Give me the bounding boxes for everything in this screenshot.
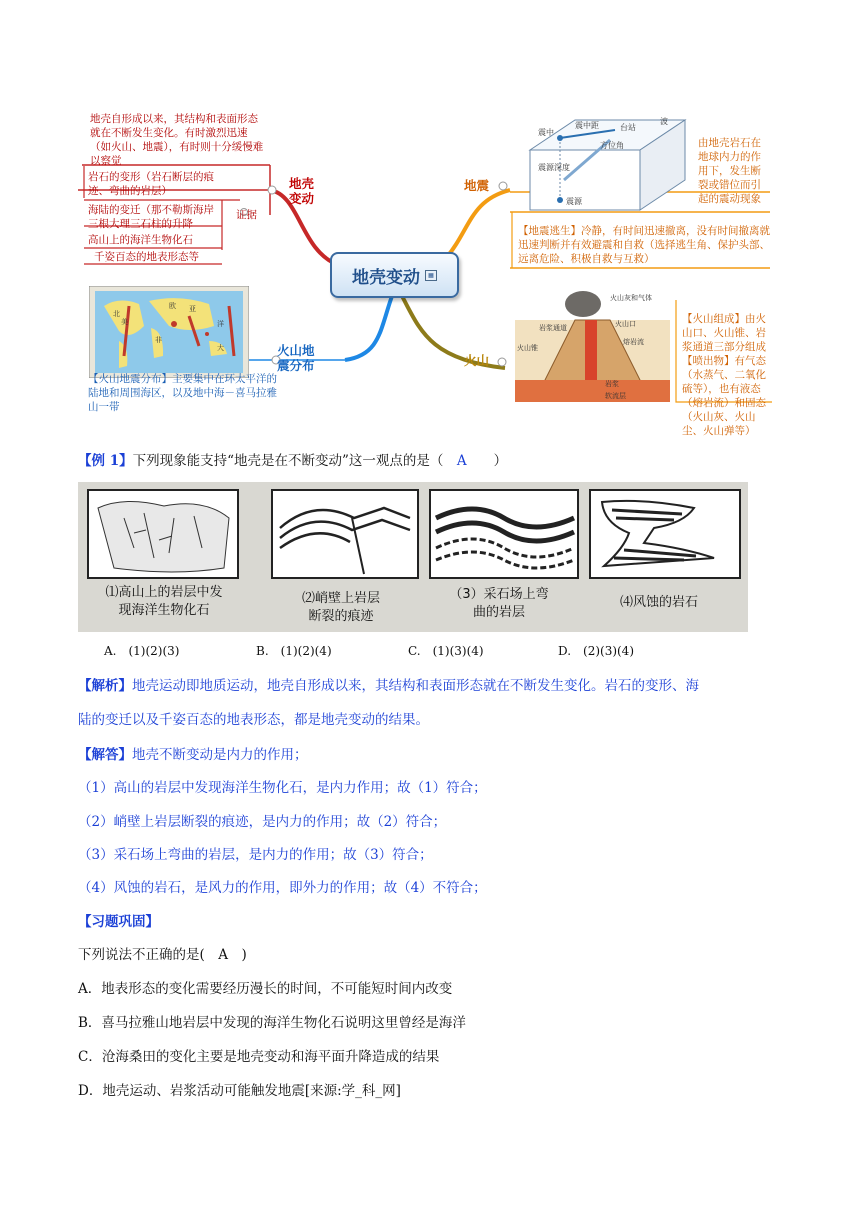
expand-icon: ▦ xyxy=(425,270,437,281)
volcano-diagram xyxy=(515,290,670,402)
solution-item: （2）峭壁上岩层断裂的痕迹，是内力的作用；故（2）符合； xyxy=(78,814,447,830)
practice-option-d: D．地壳运动、岩浆活动可能触发地震[来源:学_科_网] xyxy=(78,1083,401,1099)
svg-text:美: 美 xyxy=(121,318,128,326)
branch-volcano-label: 火山 xyxy=(464,353,490,368)
solution-intro: 【解答】地壳不断变动是内力的作用； xyxy=(78,747,308,763)
world-map xyxy=(89,286,249,378)
svg-text:非: 非 xyxy=(155,336,162,344)
example-option-d: D. (2)(3)(4) xyxy=(558,644,635,658)
svg-text:方位角: 方位角 xyxy=(600,141,624,150)
example-option-c: C. (1)(3)(4) xyxy=(408,644,484,658)
evidence-item: 岩石的变形（岩石断层的痕迹、弯曲的岩层） xyxy=(88,171,214,197)
svg-text:震中: 震中 xyxy=(538,128,554,137)
svg-text:熔岩流: 熔岩流 xyxy=(623,338,644,346)
example-pictures xyxy=(78,482,748,632)
svg-text:洋: 洋 xyxy=(217,320,224,328)
picture-caption-3: （3）采石场上弯 曲的岩层 xyxy=(449,587,549,620)
quake-escape: 【地震逃生】冷静，有时间迅速撤离，没有时间撤离就迅速判断并有效避震和自救（选择逃生角、保护头部、远离危险、积极自救与互救） xyxy=(518,225,770,265)
svg-text:软流层: 软流层 xyxy=(605,392,626,400)
crust-last-item: 千姿百态的地表形态等 xyxy=(94,251,199,263)
svg-text:岩浆: 岩浆 xyxy=(605,380,619,388)
practice-option-b: B．喜马拉雅山地岩层中发现的海洋生物化石说明这里曾经是海洋 xyxy=(78,1015,466,1031)
branch-distribution-label: 火山地 震分布 xyxy=(277,343,315,373)
svg-text:震中距: 震中距 xyxy=(575,121,599,130)
example-question: 【例 1】下列现象能支持“地壳是在不断变动”这一观点的是（ A ） xyxy=(78,453,508,469)
branch-quake-label: 地震 xyxy=(464,178,490,193)
svg-text:波: 波 xyxy=(660,117,668,126)
mind-map-center: 地壳变动 ▦ xyxy=(330,252,459,298)
example-option-b: B. (1)(2)(4) xyxy=(256,644,332,658)
branch-crust-label: 地壳 变动 xyxy=(289,176,315,206)
analysis-line-2: 陆的变迁以及千姿百态的地表形态，都是地壳变动的结果。 xyxy=(78,712,429,728)
distribution-note: 【火山地震分布】主要集中在环太平洋的陆地和周围海区，以及地中海－喜马拉雅山一带 xyxy=(88,373,277,413)
picture-caption-4: ⑷风蚀的岩石 xyxy=(619,595,698,610)
svg-text:火山锥: 火山锥 xyxy=(517,344,538,352)
volcano-desc: 【火山组成】由火山口、火山锥、岩浆通道三部分组成【喷出物】有气态（水蒸气、二氧化硫等），也有液态（熔岩流）和固态（火山灰、火山尘、火山弹等） xyxy=(682,313,766,437)
earthquake-diagram xyxy=(520,110,688,214)
picture-caption-1: ⑴高山上的岩层中发 现海洋生物化石 xyxy=(105,585,223,618)
evidence-label: 证据 xyxy=(236,209,257,221)
practice-option-c: C．沧海桑田的变化主要是地壳变动和海平面升降造成的结果 xyxy=(78,1049,440,1065)
quake-definition: 由地壳岩石在地球内力的作用下，发生断裂或错位而引起的震动现象 xyxy=(698,137,761,205)
practice-option-a: A．地表形态的变化需要经历漫长的时间，不可能短时间内改变 xyxy=(78,981,453,997)
solution-item: （3）采石场上弯曲的岩层，是内力的作用；故（3）符合； xyxy=(78,847,433,863)
svg-text:岩浆通道: 岩浆通道 xyxy=(539,324,567,332)
svg-text:火山口: 火山口 xyxy=(615,320,636,328)
picture-caption-2: ⑵峭壁上岩层 断裂的痕迹 xyxy=(301,591,380,624)
svg-text:亚: 亚 xyxy=(189,305,196,313)
practice-question: 下列说法不正确的是( A ) xyxy=(78,947,247,963)
example-answer: A xyxy=(456,453,467,469)
practice-heading: 【习题巩固】 xyxy=(78,914,159,930)
solution-item: （1）高山的岩层中发现海洋生物化石，是内力作用；故（1）符合； xyxy=(78,780,487,796)
svg-text:北: 北 xyxy=(113,310,120,318)
rock-sketches xyxy=(84,488,742,580)
svg-text:大: 大 xyxy=(217,344,224,352)
svg-text:火山灰和气体: 火山灰和气体 xyxy=(610,294,652,302)
svg-text:欧: 欧 xyxy=(169,302,176,310)
svg-text:震源: 震源 xyxy=(566,197,582,206)
solution-item: （4）风蚀的岩石，是风力的作用，即外力的作用；故（4）不符合； xyxy=(78,880,487,896)
svg-text:震源深度: 震源深度 xyxy=(538,163,570,172)
evidence-item: 海陆的变迁（那不勒斯海岸三根大理三石柱的升降 xyxy=(88,204,214,230)
analysis-line-1: 【解析】地壳运动即地质运动，地壳自形成以来，其结构和表面形态就在不断发生变化。岩石的变形、海 xyxy=(78,678,699,694)
example-option-a: A. (1)(2)(3) xyxy=(104,644,180,658)
crust-intro: 地壳自形成以来，其结构和表面形态就在不断发生变化。有时激烈迅速（如火山、地震），有时则十分缓慢难以察觉 xyxy=(90,113,264,167)
svg-text:台站: 台站 xyxy=(620,123,636,132)
evidence-item: 高山上的海洋生物化石 xyxy=(88,234,193,246)
